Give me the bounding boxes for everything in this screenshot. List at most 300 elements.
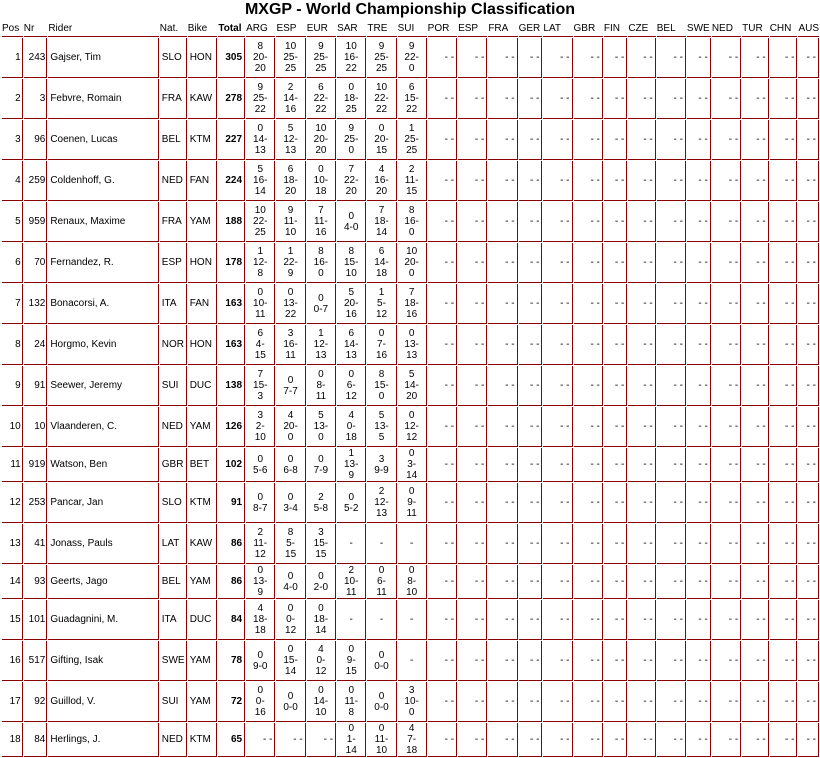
total-points-cell: 91 xyxy=(218,483,245,523)
total-points-cell: 138 xyxy=(218,366,245,406)
number-cell: 259 xyxy=(24,161,48,201)
round-empty-cell: - - xyxy=(543,483,572,523)
round-empty-cell: - - xyxy=(712,407,741,447)
round-header-chn: CHN xyxy=(770,20,798,37)
round-empty-cell: - - xyxy=(604,483,627,523)
round-empty-cell: - - xyxy=(770,524,798,564)
bike-cell: DUC xyxy=(188,366,218,406)
round-empty-cell: - - xyxy=(687,565,711,599)
round-empty-cell: - - xyxy=(742,641,769,681)
round-empty-cell: - - xyxy=(519,243,543,283)
round-empty-cell: - - xyxy=(458,325,487,365)
round-empty-cell: - - xyxy=(712,79,741,119)
round-result-cell: 0 14- 10 xyxy=(307,682,336,722)
round-result-cell: 0 10- 11 xyxy=(246,284,275,324)
round-empty-cell: - - xyxy=(770,79,798,119)
round-empty-cell: - - xyxy=(574,38,603,78)
round-header-bel: BEL xyxy=(657,20,686,37)
round-empty-cell: - - xyxy=(574,565,603,599)
round-header-arg: ARG xyxy=(246,20,275,37)
round-empty-cell: - - xyxy=(657,161,686,201)
round-empty-cell: - - xyxy=(770,243,798,283)
round-empty-cell: - - xyxy=(604,79,627,119)
position-cell: 4 xyxy=(2,161,23,201)
number-cell: 959 xyxy=(24,202,48,242)
round-empty-cell: - - xyxy=(458,284,487,324)
round-result-cell: 5 13- 0 xyxy=(307,407,336,447)
nationality-cell: FRA xyxy=(160,79,187,119)
round-result-cell: 0 7- 16 xyxy=(367,325,396,365)
round-result-cell: 0 5-2 xyxy=(337,483,366,523)
round-empty-cell: - - xyxy=(687,325,711,365)
round-header-aus: AUS xyxy=(798,20,819,37)
bike-cell: YAM xyxy=(188,565,218,599)
position-cell: 5 xyxy=(2,202,23,242)
rider-name-cell: Coenen, Lucas xyxy=(48,120,158,160)
round-result-cell: 0 7-7 xyxy=(276,366,305,406)
total-points-cell: 72 xyxy=(218,682,245,722)
round-empty-cell: - - xyxy=(519,483,543,523)
rider-name-cell: Bonacorsi, A. xyxy=(48,284,158,324)
round-empty-cell: - - xyxy=(604,723,627,757)
round-empty-cell: - - xyxy=(574,161,603,201)
round-header-sui: SUI xyxy=(398,20,427,37)
round-header-cze: CZE xyxy=(628,20,655,37)
round-header-ger: GER xyxy=(519,20,543,37)
round-result-cell: 4 18- 18 xyxy=(246,600,275,640)
table-row xyxy=(2,243,819,283)
round-empty-cell: - - xyxy=(543,682,572,722)
round-empty-cell: - - xyxy=(543,79,572,119)
nationality-cell: NED xyxy=(160,723,187,757)
round-empty-cell: - - xyxy=(488,79,517,119)
round-empty-cell: - - xyxy=(770,483,798,523)
round-empty-cell: - - xyxy=(712,448,741,482)
round-result-cell: 0 13- 13 xyxy=(398,325,427,365)
round-result-cell: 0 12- 12 xyxy=(398,407,427,447)
round-result-cell: 2 11- 12 xyxy=(246,524,275,564)
total-points-cell: 163 xyxy=(218,325,245,365)
rider-name-cell: Gajser, Tim xyxy=(48,38,158,78)
position-cell: 18 xyxy=(2,723,23,757)
number-cell: 84 xyxy=(24,723,48,757)
round-empty-cell: - - xyxy=(543,565,572,599)
round-empty-cell: - - xyxy=(428,243,457,283)
round-empty-cell: - - xyxy=(428,565,457,599)
rider-name-cell: Guadagnini, M. xyxy=(48,600,158,640)
round-result-cell: 7 18- 14 xyxy=(367,202,396,242)
round-result-cell: 9 25- 25 xyxy=(367,38,396,78)
bike-cell: YAM xyxy=(188,407,218,447)
round-empty-cell: - - xyxy=(742,524,769,564)
round-empty-cell: - - xyxy=(628,243,655,283)
round-result-cell: 0 8-7 xyxy=(246,483,275,523)
round-empty-cell: - - xyxy=(574,325,603,365)
round-header-tre: TRE xyxy=(367,20,396,37)
round-empty-cell: - - xyxy=(687,448,711,482)
col-header-total: Total xyxy=(218,20,245,37)
round-result-cell: 6 22- 22 xyxy=(307,79,336,119)
round-result-cell: 2 12- 13 xyxy=(367,483,396,523)
round-empty-cell: - - xyxy=(657,38,686,78)
round-empty-cell: - - xyxy=(657,483,686,523)
round-empty-cell: - - xyxy=(687,407,711,447)
round-empty-cell: - - xyxy=(428,641,457,681)
round-result-cell: 1 12- 13 xyxy=(307,325,336,365)
round-result-cell: - xyxy=(337,524,366,564)
nationality-cell: ESP xyxy=(160,243,187,283)
round-empty-cell: - - xyxy=(488,284,517,324)
round-empty-cell: - - xyxy=(543,325,572,365)
nationality-cell: GBR xyxy=(160,448,187,482)
round-empty-cell: - - xyxy=(770,284,798,324)
number-cell: 91 xyxy=(24,366,48,406)
number-cell: 24 xyxy=(24,325,48,365)
round-result-cell: 9 25- 22 xyxy=(246,79,275,119)
round-empty-cell: - - xyxy=(687,79,711,119)
round-result-cell: 0 18- 25 xyxy=(337,79,366,119)
round-result-cell: - xyxy=(398,641,427,681)
rider-name-cell: Watson, Ben xyxy=(48,448,158,482)
round-empty-cell: - - xyxy=(519,161,543,201)
round-result-cell: 7 15- 3 xyxy=(246,366,275,406)
total-points-cell: 305 xyxy=(218,38,245,78)
bike-cell: HON xyxy=(188,38,218,78)
round-empty-cell: - - xyxy=(712,325,741,365)
round-empty-cell: - - xyxy=(604,524,627,564)
round-empty-cell: - - xyxy=(798,524,819,564)
number-cell: 93 xyxy=(24,565,48,599)
table-row xyxy=(2,366,819,406)
round-empty-cell: - - xyxy=(543,641,572,681)
round-empty-cell: - - xyxy=(543,161,572,201)
table-row xyxy=(2,483,819,523)
position-cell: 17 xyxy=(2,682,23,722)
round-empty-cell: - - xyxy=(543,366,572,406)
rider-name-cell: Jonass, Pauls xyxy=(48,524,158,564)
round-empty-cell: - - xyxy=(428,448,457,482)
round-empty-cell: - - xyxy=(543,524,572,564)
position-cell: 6 xyxy=(2,243,23,283)
position-cell: 14 xyxy=(2,565,23,599)
round-header-gbr: GBR xyxy=(574,20,603,37)
bike-cell: FAN xyxy=(188,284,218,324)
round-empty-cell: - - xyxy=(574,202,603,242)
round-empty-cell: - - xyxy=(742,565,769,599)
round-empty-cell: - - xyxy=(628,407,655,447)
round-header-lat: LAT xyxy=(543,20,572,37)
round-empty-cell: - - xyxy=(687,120,711,160)
round-empty-cell: - - xyxy=(657,565,686,599)
round-empty-cell: - - xyxy=(604,366,627,406)
round-result-cell: 0 0- 12 xyxy=(276,600,305,640)
round-result-cell: 0 9-0 xyxy=(246,641,275,681)
nationality-cell: FRA xyxy=(160,202,187,242)
round-result-cell: 0 11- 10 xyxy=(367,723,396,757)
number-cell: 92 xyxy=(24,682,48,722)
round-empty-cell: - - xyxy=(488,366,517,406)
round-header-esp: ESP xyxy=(276,20,305,37)
round-empty-cell: - - xyxy=(657,641,686,681)
bike-cell: KTM xyxy=(188,120,218,160)
round-result-cell: 9 25- 25 xyxy=(307,38,336,78)
col-header-nr: Nr xyxy=(24,20,48,37)
round-empty-cell: - - xyxy=(687,284,711,324)
table-row xyxy=(2,682,819,722)
round-empty-cell: - - xyxy=(742,202,769,242)
round-empty-cell: - - xyxy=(519,120,543,160)
round-result-cell: - xyxy=(367,600,396,640)
round-empty-cell: - - xyxy=(574,448,603,482)
position-cell: 12 xyxy=(2,483,23,523)
bike-cell: DUC xyxy=(188,600,218,640)
round-result-cell: - xyxy=(367,524,396,564)
nationality-cell: ITA xyxy=(160,600,187,640)
round-empty-cell: - - xyxy=(574,600,603,640)
round-empty-cell: - - xyxy=(657,120,686,160)
round-empty-cell: - - xyxy=(519,284,543,324)
total-points-cell: 86 xyxy=(218,565,245,599)
round-result-cell: 0 2-0 xyxy=(307,565,336,599)
rider-name-cell: Febvre, Romain xyxy=(48,79,158,119)
round-result-cell: 3 15- 15 xyxy=(307,524,336,564)
round-result-cell: 8 16- 0 xyxy=(398,202,427,242)
round-empty-cell: - - xyxy=(770,120,798,160)
round-result-cell: 10 22- 22 xyxy=(367,79,396,119)
total-points-cell: 163 xyxy=(218,284,245,324)
round-empty-cell: - - xyxy=(604,325,627,365)
round-empty-cell: - - xyxy=(519,682,543,722)
round-empty-cell: - - xyxy=(712,524,741,564)
round-empty-cell: - - xyxy=(687,524,711,564)
round-empty-cell: - - xyxy=(628,483,655,523)
round-result-cell: 5 20- 16 xyxy=(337,284,366,324)
round-empty-cell: - - xyxy=(742,38,769,78)
round-header-esp: ESP xyxy=(458,20,487,37)
table-row xyxy=(2,284,819,324)
round-empty-cell: - - xyxy=(428,483,457,523)
number-cell: 10 xyxy=(24,407,48,447)
total-points-cell: 102 xyxy=(218,448,245,482)
round-empty-cell: - - xyxy=(519,723,543,757)
round-result-cell: 7 18- 16 xyxy=(398,284,427,324)
round-empty-cell: - - xyxy=(604,407,627,447)
round-empty-cell: - - xyxy=(604,448,627,482)
round-empty-cell: - - xyxy=(574,407,603,447)
round-empty-cell: - - xyxy=(519,600,543,640)
number-cell: 70 xyxy=(24,243,48,283)
round-empty-cell: - - xyxy=(428,366,457,406)
round-empty-cell: - - xyxy=(604,565,627,599)
round-empty-cell: - - xyxy=(519,524,543,564)
round-empty-cell: - - xyxy=(543,120,572,160)
round-result-cell: 5 16- 14 xyxy=(246,161,275,201)
round-empty-cell: - - xyxy=(712,243,741,283)
rider-name-cell: Seewer, Jeremy xyxy=(48,366,158,406)
table-row xyxy=(2,407,819,447)
round-empty-cell: - - xyxy=(458,723,487,757)
total-points-cell: 86 xyxy=(218,524,245,564)
round-result-cell: 0 13- 9 xyxy=(246,565,275,599)
round-empty-cell: - - xyxy=(742,682,769,722)
round-empty-cell: - - xyxy=(712,682,741,722)
round-empty-cell: - - xyxy=(458,682,487,722)
round-result-cell: 9 11- 10 xyxy=(276,202,305,242)
round-empty-cell: - - xyxy=(742,366,769,406)
nationality-cell: LAT xyxy=(160,524,187,564)
classification-table xyxy=(1,19,820,758)
col-header-bike: Bike xyxy=(188,20,218,37)
round-result-cell: - xyxy=(398,524,427,564)
round-empty-cell: - - xyxy=(798,448,819,482)
round-result-cell: 6 18- 20 xyxy=(276,161,305,201)
bike-cell: KAW xyxy=(188,79,218,119)
round-result-cell: 5 14- 20 xyxy=(398,366,427,406)
round-empty-cell: - - xyxy=(519,641,543,681)
round-result-cell: 2 10- 11 xyxy=(337,565,366,599)
round-empty-cell: - - xyxy=(742,243,769,283)
round-empty-cell: - - xyxy=(712,202,741,242)
rider-name-cell: Coldenhoff, G. xyxy=(48,161,158,201)
bike-cell: YAM xyxy=(188,682,218,722)
position-cell: 8 xyxy=(2,325,23,365)
table-row xyxy=(2,600,819,640)
round-empty-cell: - - xyxy=(657,284,686,324)
round-empty-cell: - - xyxy=(458,366,487,406)
round-result-cell: 10 16- 22 xyxy=(337,38,366,78)
round-empty-cell: - - xyxy=(604,161,627,201)
round-empty-cell: - - xyxy=(798,483,819,523)
round-empty-cell: - - xyxy=(458,641,487,681)
round-empty-cell: - - xyxy=(604,600,627,640)
position-cell: 11 xyxy=(2,448,23,482)
number-cell: 101 xyxy=(24,600,48,640)
round-empty-cell: - - xyxy=(488,641,517,681)
round-empty-cell: - - xyxy=(488,243,517,283)
table-row xyxy=(2,161,819,201)
round-result-cell: 3 10- 0 xyxy=(398,682,427,722)
round-empty-cell: - - xyxy=(519,38,543,78)
round-empty-cell: - - xyxy=(543,448,572,482)
round-empty-cell: - - xyxy=(657,723,686,757)
round-empty-cell: - - xyxy=(657,202,686,242)
position-cell: 7 xyxy=(2,284,23,324)
round-empty-cell: - - xyxy=(519,366,543,406)
round-empty-cell: - - xyxy=(628,79,655,119)
round-empty-cell: - - xyxy=(628,600,655,640)
round-result-cell: 4 0- 18 xyxy=(337,407,366,447)
round-empty-cell: - - xyxy=(687,202,711,242)
round-empty-cell: - - xyxy=(458,407,487,447)
table-row xyxy=(2,79,819,119)
rider-name-cell: Renaux, Maxime xyxy=(48,202,158,242)
round-result-cell: 4 16- 20 xyxy=(367,161,396,201)
round-result-cell: - xyxy=(398,600,427,640)
bike-cell: HON xyxy=(188,325,218,365)
round-empty-cell: - - xyxy=(604,243,627,283)
nationality-cell: NOR xyxy=(160,325,187,365)
round-empty-cell: - - xyxy=(687,243,711,283)
round-empty-cell: - - xyxy=(428,38,457,78)
round-empty-cell: - - xyxy=(488,565,517,599)
round-result-cell: 3 9-9 xyxy=(367,448,396,482)
round-empty-cell: - - xyxy=(428,79,457,119)
round-result-cell: 9 25- 0 xyxy=(337,120,366,160)
round-empty-cell: - - xyxy=(798,565,819,599)
table-row xyxy=(2,202,819,242)
round-empty-cell: - - xyxy=(428,682,457,722)
round-empty-cell: - - xyxy=(798,325,819,365)
bike-cell: YAM xyxy=(188,641,218,681)
nationality-cell: NED xyxy=(160,407,187,447)
round-empty-cell: - - xyxy=(276,723,305,757)
rider-name-cell: Pancar, Jan xyxy=(48,483,158,523)
round-header-swe: SWE xyxy=(687,20,711,37)
round-empty-cell: - - xyxy=(798,600,819,640)
round-empty-cell: - - xyxy=(770,600,798,640)
round-result-cell: 0 10- 18 xyxy=(307,161,336,201)
round-result-cell: 0 4-0 xyxy=(337,202,366,242)
round-empty-cell: - - xyxy=(770,448,798,482)
nationality-cell: BEL xyxy=(160,120,187,160)
number-cell: 132 xyxy=(24,284,48,324)
table-row xyxy=(2,565,819,599)
table-row xyxy=(2,723,819,757)
round-empty-cell: - - xyxy=(519,79,543,119)
total-points-cell: 126 xyxy=(218,407,245,447)
round-empty-cell: - - xyxy=(458,448,487,482)
round-empty-cell: - - xyxy=(574,366,603,406)
round-empty-cell: - - xyxy=(488,682,517,722)
round-result-cell: 0 13- 22 xyxy=(276,284,305,324)
position-cell: 15 xyxy=(2,600,23,640)
round-empty-cell: - - xyxy=(687,723,711,757)
round-empty-cell: - - xyxy=(458,565,487,599)
header-row xyxy=(2,20,819,37)
round-empty-cell: - - xyxy=(687,366,711,406)
position-cell: 3 xyxy=(2,120,23,160)
round-result-cell: 7 22- 20 xyxy=(337,161,366,201)
round-empty-cell: - - xyxy=(458,600,487,640)
round-empty-cell: - - xyxy=(604,38,627,78)
round-result-cell: 4 0- 12 xyxy=(307,641,336,681)
round-result-cell: 0 9- 11 xyxy=(398,483,427,523)
round-result-cell: 4 7- 18 xyxy=(398,723,427,757)
round-result-cell: 1 13- 9 xyxy=(337,448,366,482)
round-empty-cell: - - xyxy=(574,483,603,523)
number-cell: 919 xyxy=(24,448,48,482)
round-empty-cell: - - xyxy=(657,448,686,482)
nationality-cell: SUI xyxy=(160,366,187,406)
nationality-cell: SLO xyxy=(160,38,187,78)
total-points-cell: 224 xyxy=(218,161,245,201)
round-empty-cell: - - xyxy=(574,284,603,324)
round-empty-cell: - - xyxy=(628,202,655,242)
round-empty-cell: - - xyxy=(687,38,711,78)
bike-cell: KTM xyxy=(188,723,218,757)
round-result-cell: 0 0-0 xyxy=(367,641,396,681)
round-result-cell: 0 20- 15 xyxy=(367,120,396,160)
round-empty-cell: - - xyxy=(628,120,655,160)
round-result-cell: 6 14- 13 xyxy=(337,325,366,365)
round-empty-cell: - - xyxy=(488,407,517,447)
round-empty-cell: - - xyxy=(543,202,572,242)
round-empty-cell: - - xyxy=(687,600,711,640)
round-empty-cell: - - xyxy=(657,325,686,365)
round-empty-cell: - - xyxy=(604,120,627,160)
round-result-cell: 2 5-8 xyxy=(307,483,336,523)
round-empty-cell: - - xyxy=(742,79,769,119)
